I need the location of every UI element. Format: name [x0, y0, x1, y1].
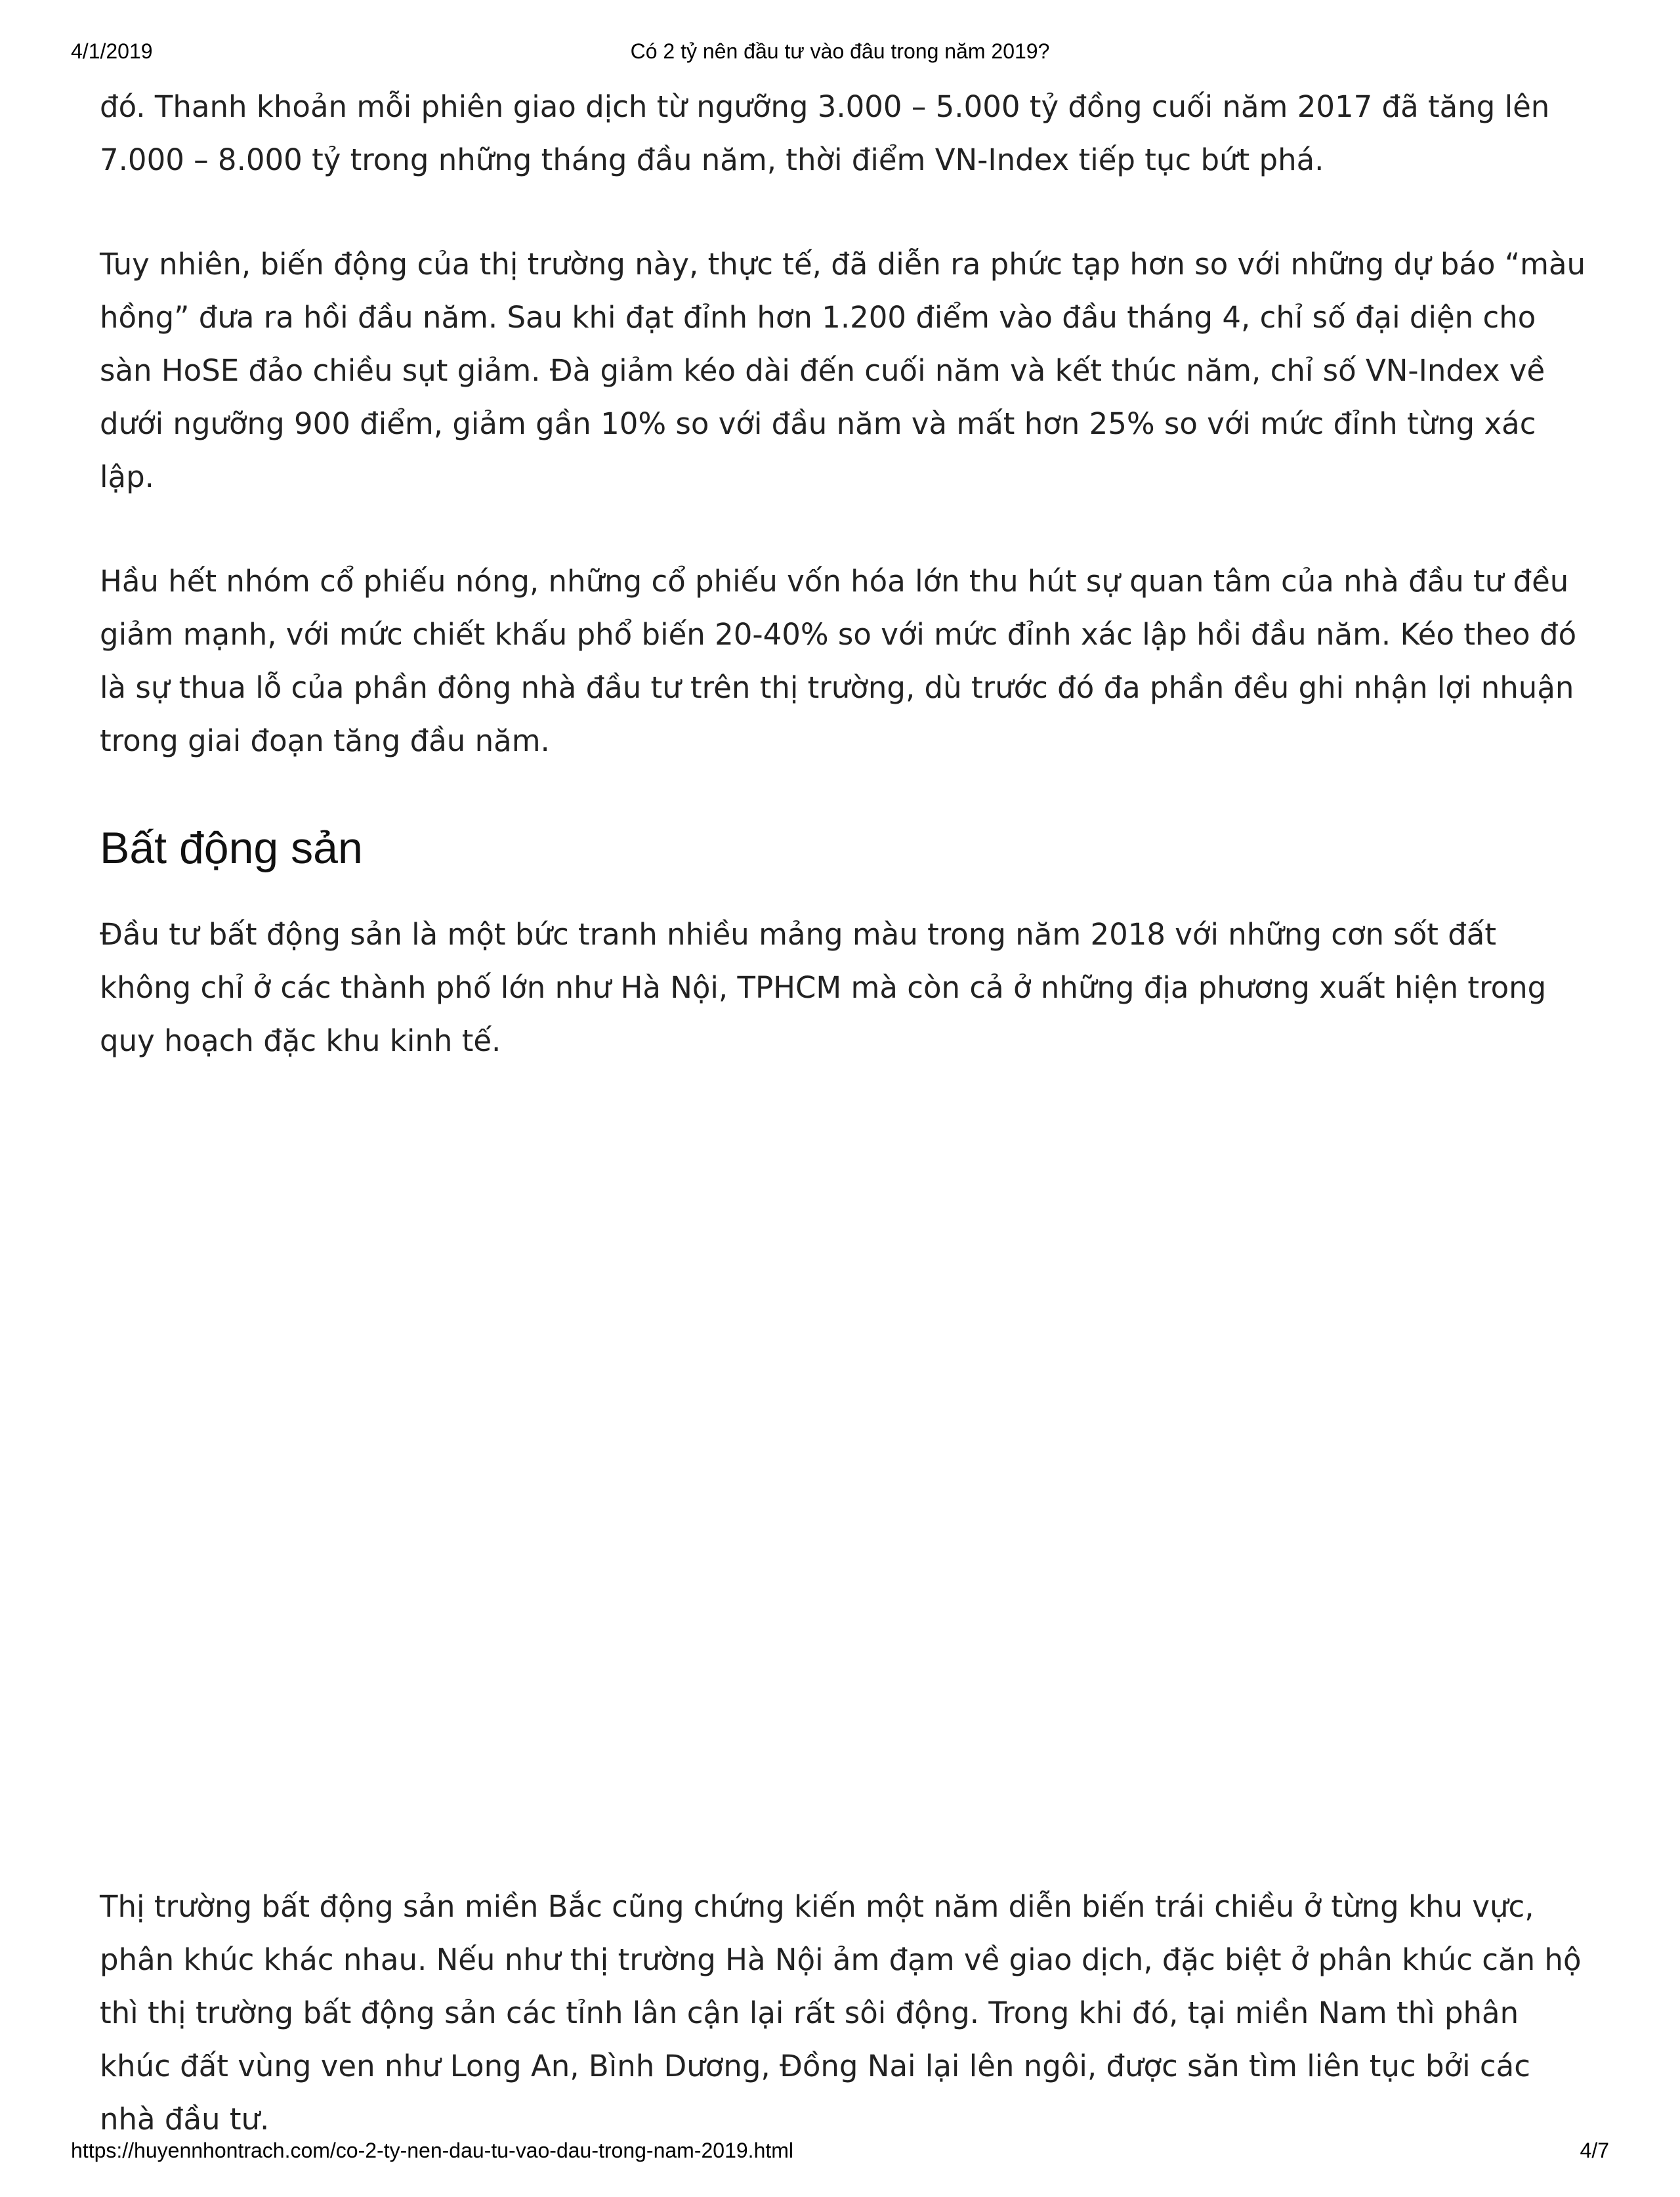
print-date: 4/1/2019: [71, 39, 153, 63]
article-paragraph: Thị trường bất động sản miền Bắc cũng chứng kiến một năm diễn biến trái chiều ở từng khu vực, phân khúc khác nhau. Nếu như thị trường Hà Nội ảm đạm về giao dịch, đặc biệt ở phân khúc căn hộ thì thị trường bất động sản các tỉnh lân cận lại rất sôi động. Trong khi đó, tại miền Nam thì phân khúc đất vùng ven như Long An, Bình Dương, Đồng Nai lại lên ngôi, được săn tìm liên tục bởi các nhà đầu tư.: [100, 1889, 1582, 2137]
article-body: [100, 80, 1589, 2197]
blank-image-area: [100, 1119, 1589, 1829]
print-header: [0, 39, 1680, 66]
section-heading: Bất động sản: [100, 823, 363, 873]
article-paragraph: Đầu tư bất động sản là một bức tranh nhiều mảng màu trong năm 2018 với những cơn sốt đất không chỉ ở các thành phố lớn như Hà Nội, TPHCM mà còn cả ở những địa phương xuất hiện trong quy hoạch đặc khu kinh tế.: [100, 917, 1547, 1058]
print-page-title: Có 2 tỷ nên đầu tư vào đâu trong năm 2019?: [630, 39, 1050, 63]
print-url: https://huyennhontrach.com/co-2-ty-nen-dau-tu-vao-dau-trong-nam-2019.html: [71, 2139, 794, 2162]
print-footer: [0, 2139, 1680, 2165]
page-number: 4/7: [1580, 2139, 1609, 2162]
article-paragraph: Tuy nhiên, biến động của thị trường này, thực tế, đã diễn ra phức tạp hơn so với những dự báo “màu hồng” đưa ra hồi đầu năm. Sau khi đạt đỉnh hơn 1.200 điểm vào đầu tháng 4, chỉ số đại diện cho sàn HoSE đảo chiều sụt giảm. Đà giảm kéo dài đến cuối năm và kết thúc năm, chỉ số VN-Index về dưới ngưỡng 900 điểm, giảm gần 10% so với đầu năm và mất hơn 25% so với mức đỉnh từng xác lập.: [100, 247, 1586, 494]
article-paragraph: đó. Thanh khoản mỗi phiên giao dịch từ ngưỡng 3.000 – 5.000 tỷ đồng cuối năm 2017 đã tăng lên 7.000 – 8.000 tỷ trong những tháng đầu năm, thời điểm VN-Index tiếp tục bứt phá.: [100, 89, 1550, 177]
article-paragraph: Hầu hết nhóm cổ phiếu nóng, những cổ phiếu vốn hóa lớn thu hút sự quan tâm của nhà đầu tư đều giảm mạnh, với mức chiết khấu phổ biến 20-40% so với mức đỉnh xác lập hồi đầu năm. Kéo theo đó là sự thua lỗ của phần đông nhà đầu tư trên thị trường, dù trước đó đa phần đều ghi nhận lợi nhuận trong giai đoạn tăng đầu năm.: [100, 564, 1577, 758]
